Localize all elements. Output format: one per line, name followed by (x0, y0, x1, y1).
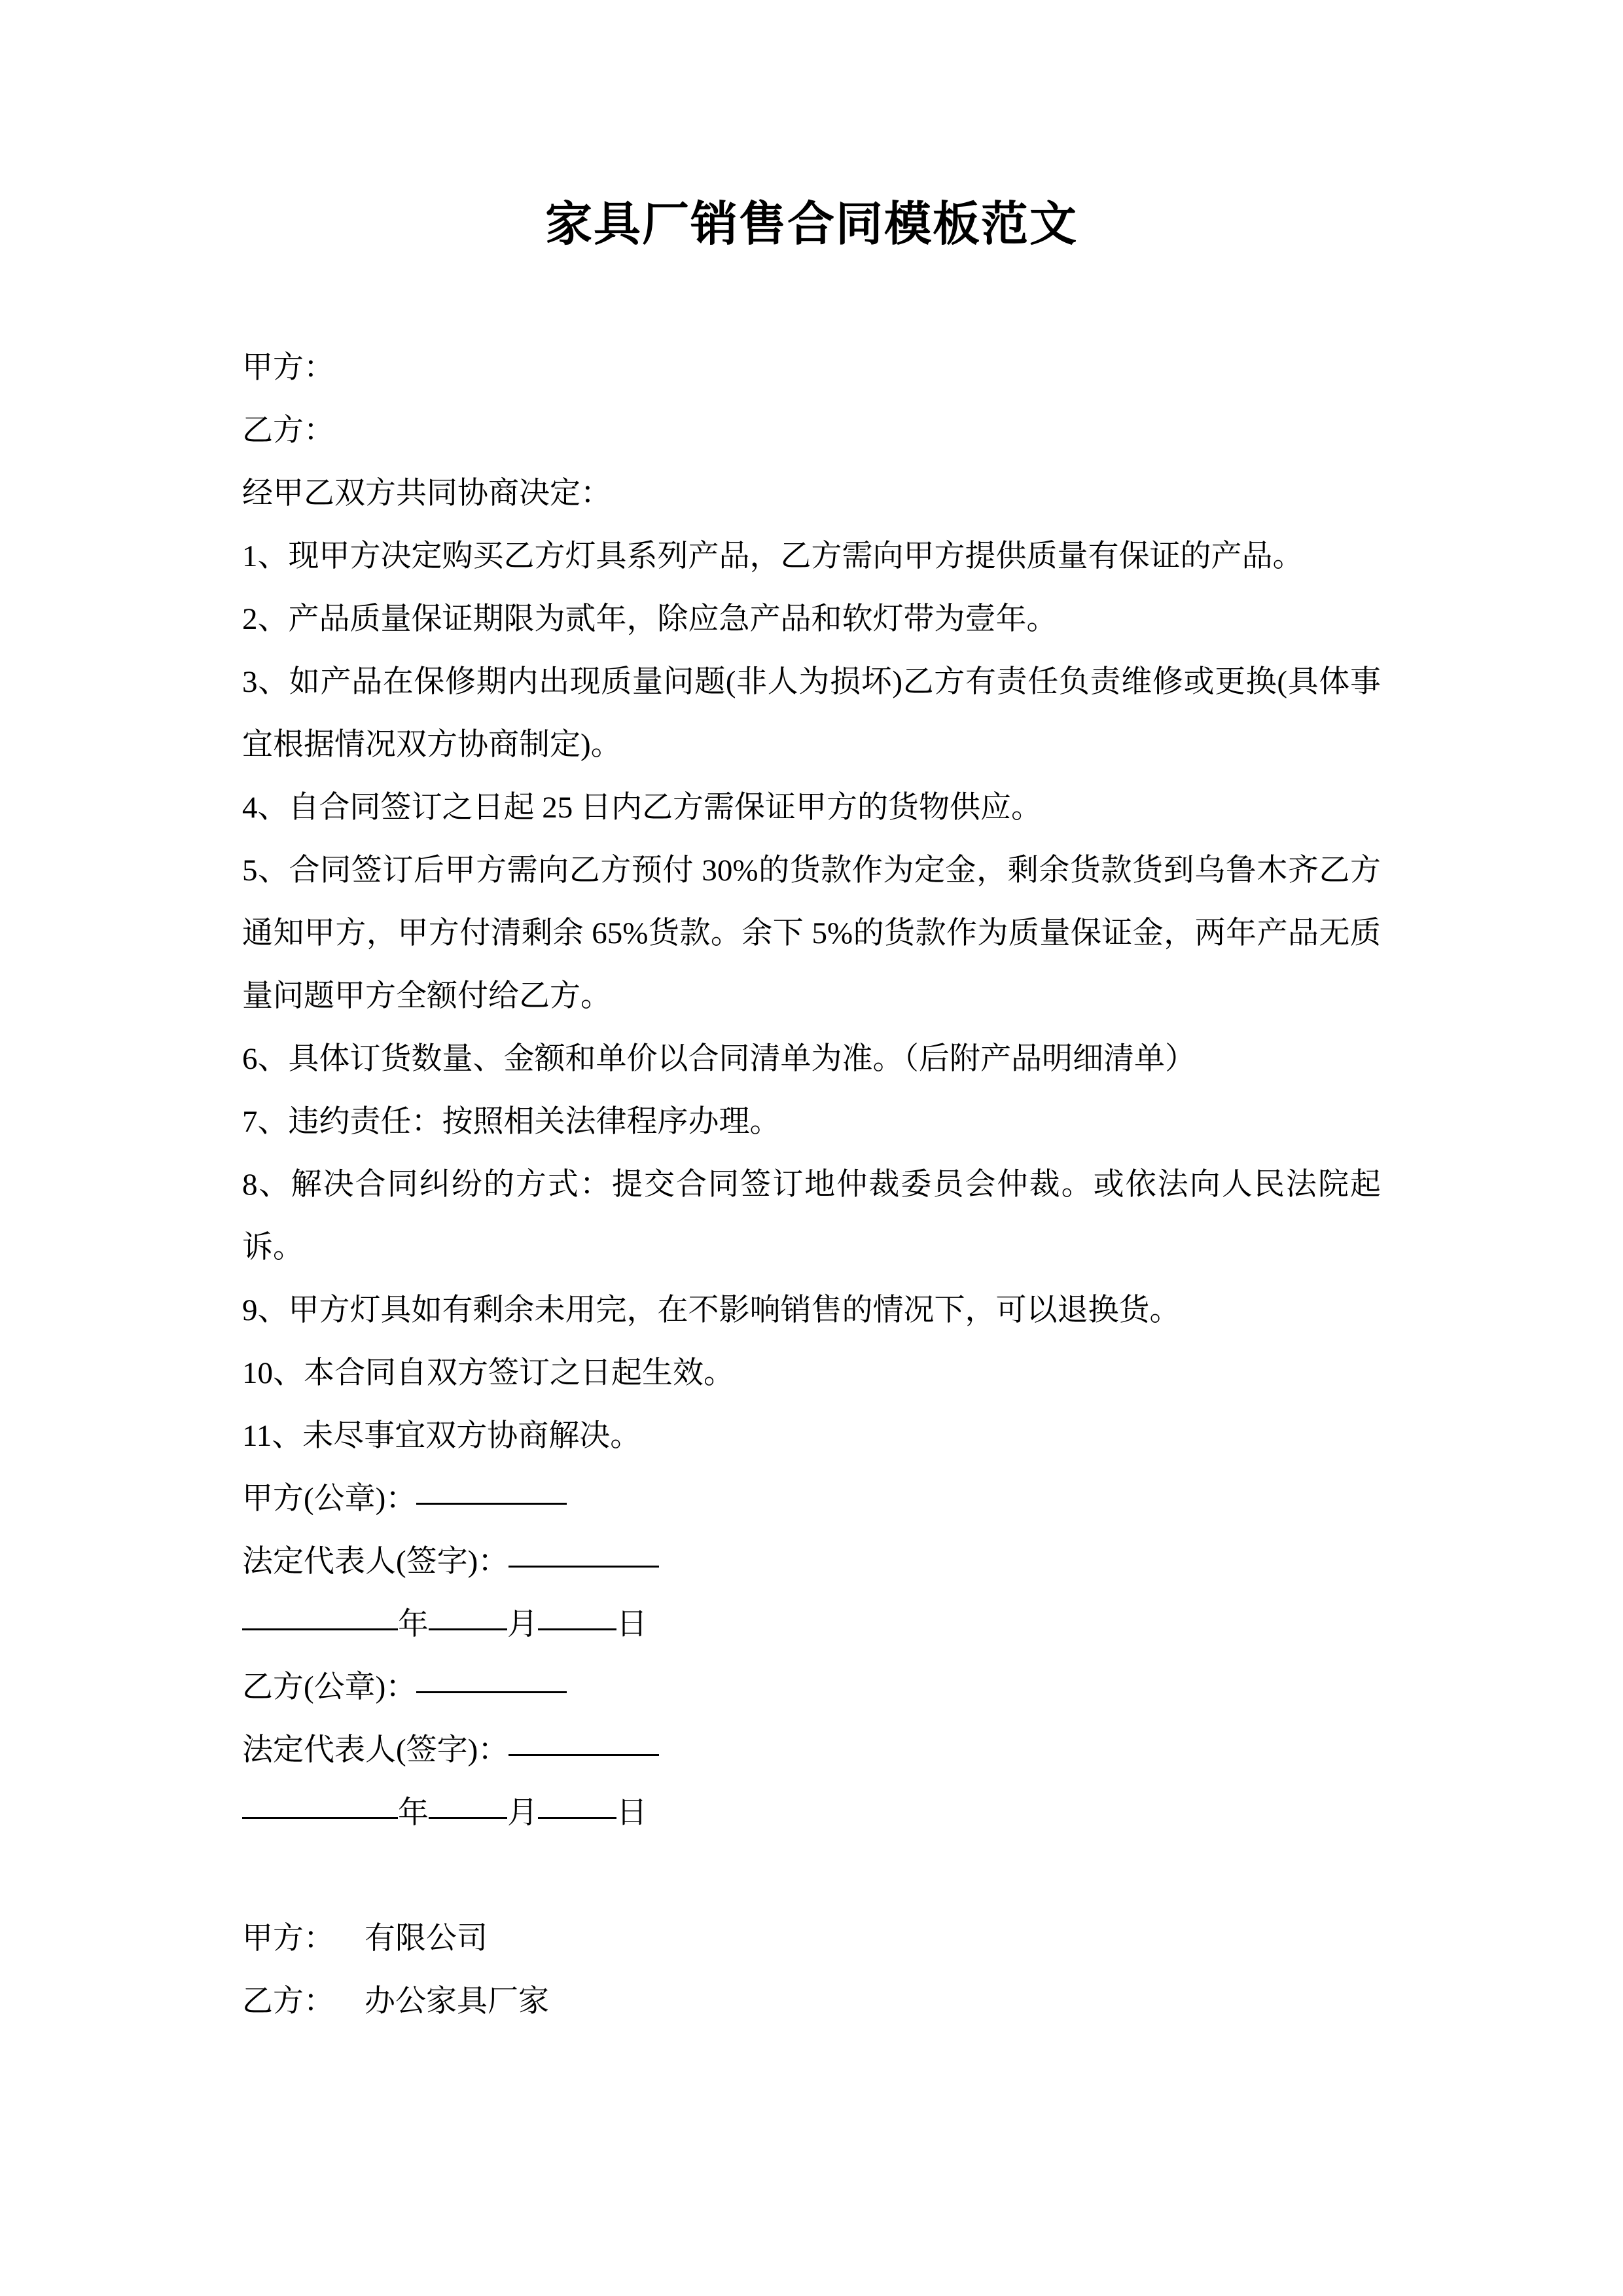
clause-item: 11、未尽事宜双方协商解决。 (242, 1419, 641, 1454)
clause-item: 3、如产品在保修期内出现质量问题(非人为损坏)乙方有责任负责维修或更换(具体事宜根据情况双方协商制定)。 (242, 665, 1381, 762)
footer-party-a-value: 有限公司 (365, 1922, 488, 1956)
preamble-text: 经甲乙双方共同协商决定： (242, 476, 611, 511)
footer-party-b-value: 办公家具厂家 (365, 1984, 549, 2019)
party-a-date-day-label: 日 (616, 1607, 647, 1642)
document-content (242, 0, 1381, 2033)
footer-spacer (242, 1844, 1381, 1907)
clause-item: 6、具体订货数量、金额和单价以合同清单为准。（后附产品明细清单） (242, 1042, 1196, 1077)
party-a-date-row (242, 1593, 1381, 1656)
clause-item: 8、解决合同纠纷的方式：提交合同签订地仲裁委员会仲裁。或依法向人民法院起诉。 (242, 1168, 1381, 1265)
party-b-rep-blank[interactable] (508, 1754, 659, 1756)
party-b-date-day-label: 日 (616, 1796, 647, 1831)
party-b-rep-row (242, 1719, 1381, 1782)
party-b-seal-row (242, 1656, 1381, 1719)
party-a-label: 甲方： (242, 351, 334, 386)
clause-item: 1、现甲方决定购买乙方灯具系列产品，乙方需向甲方提供质量有保证的产品。 (242, 539, 1304, 574)
footer-party-a-row (242, 1907, 1381, 1970)
party-a-rep-blank[interactable] (508, 1566, 659, 1568)
footer-party-a-label: 甲方： (242, 1922, 334, 1956)
clause-item: 4、自合同签订之日起 25 日内乙方需保证甲方的货物供应。 (242, 791, 1042, 825)
party-a-date-day-blank[interactable] (538, 1628, 616, 1630)
party-a-date-month-label: 月 (507, 1607, 538, 1642)
party-b-date-day-blank[interactable] (538, 1817, 616, 1819)
footer-party-b-label: 乙方： (242, 1984, 334, 2019)
party-a-seal-blank[interactable] (416, 1503, 567, 1505)
party-b-date-year-blank[interactable] (242, 1817, 398, 1819)
contract-body (242, 336, 1381, 2033)
party-b-seal-blank[interactable] (416, 1691, 567, 1693)
clause-item: 10、本合同自双方签订之日起生效。 (242, 1356, 734, 1391)
party-a-date-year-label: 年 (398, 1607, 429, 1642)
party-b-seal-label: 乙方(公章)： (242, 1670, 417, 1705)
party-a-date-year-blank[interactable] (242, 1628, 398, 1630)
party-b-label: 乙方： (242, 414, 334, 448)
party-b-rep-label: 法定代表人(签字)： (242, 1733, 509, 1768)
party-a-date-month-blank[interactable] (429, 1628, 507, 1630)
party-a-seal-label: 甲方(公章)： (242, 1482, 417, 1516)
clause-item: 7、违约责任：按照相关法律程序办理。 (242, 1105, 781, 1139)
clause-item: 2、产品质量保证期限为贰年，除应急产品和软灯带为壹年。 (242, 602, 1058, 637)
party-a-rep-row (242, 1530, 1381, 1593)
page-title: 家具厂销售合同模板范文 (544, 198, 1078, 251)
party-a-rep-label: 法定代表人(签字)： (242, 1545, 509, 1579)
party-b-date-month-blank[interactable] (429, 1817, 507, 1819)
party-b-date-year-label: 年 (398, 1796, 429, 1831)
party-a-seal-row (242, 1467, 1381, 1530)
clause-item: 9、甲方灯具如有剩余未用完，在不影响销售的情况下，可以退换货。 (242, 1293, 1181, 1328)
party-b-date-row (242, 1782, 1381, 1844)
party-b-date-month-label: 月 (507, 1796, 538, 1831)
clause-item: 5、合同签订后甲方需向乙方预付 30%的货款作为定金，剩余货款货到乌鲁木齐乙方通知甲方，甲方付清剩余 65%货款。余下 5%的货款作为质量保证金，两年产品无质量问题甲方全额付给乙方。 (242, 853, 1381, 1014)
footer-party-b-row (242, 1970, 1381, 2033)
